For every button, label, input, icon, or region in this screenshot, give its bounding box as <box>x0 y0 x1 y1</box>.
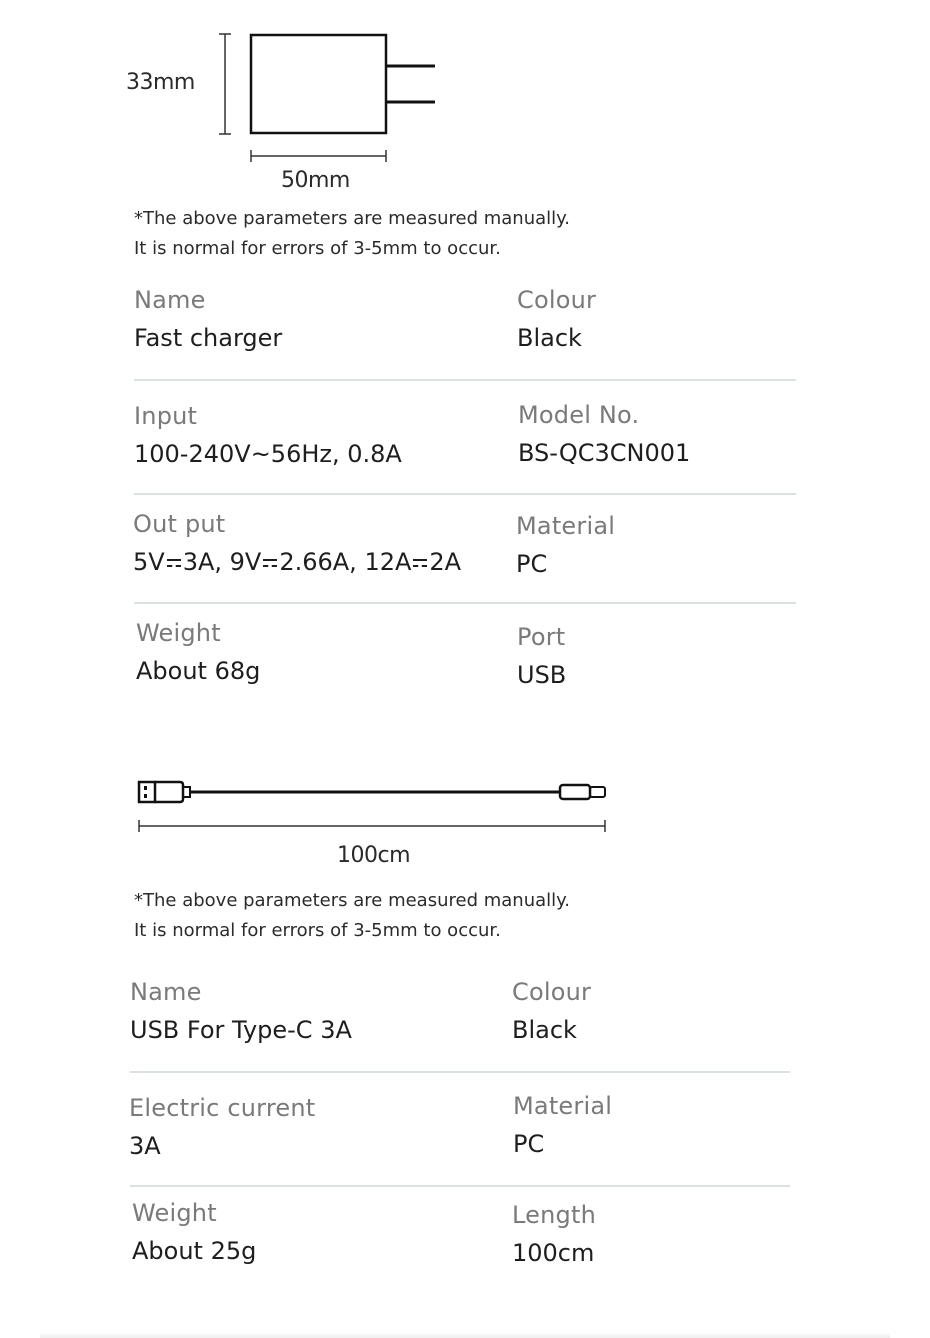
charger-note-line-1: *The above parameters are measured manually. <box>134 208 570 229</box>
spec-value: PC <box>513 1130 545 1158</box>
spec-charger-port <box>517 623 566 689</box>
output-part: 2.66A, 12A <box>279 548 412 576</box>
spec-label: Input <box>134 402 198 430</box>
charger-measure-note <box>134 204 570 264</box>
spec-cable-name <box>130 978 352 1044</box>
cable-length-label: 100cm <box>337 843 411 868</box>
dc-symbol-icon <box>413 557 427 569</box>
spec-value: About 25g <box>132 1237 257 1265</box>
charger-height-label: 33mm <box>126 70 195 95</box>
spec-charger-colour <box>517 286 596 352</box>
cable-measure-note <box>134 886 570 946</box>
spec-value: USB For Type-C 3A <box>130 1016 352 1044</box>
spec-value: 100-240V~56Hz, 0.8A <box>134 440 402 468</box>
divider <box>134 602 796 604</box>
spec-charger-model <box>518 401 690 467</box>
divider <box>134 493 796 495</box>
divider <box>134 379 796 381</box>
output-part: 5V <box>133 548 165 576</box>
spec-charger-input <box>134 402 402 468</box>
divider <box>130 1185 790 1187</box>
spec-label: Name <box>130 978 202 1006</box>
spec-cable-current <box>129 1094 315 1160</box>
spec-cable-colour <box>512 978 591 1044</box>
spec-value: 100cm <box>512 1239 595 1267</box>
spec-cable-length <box>512 1201 596 1267</box>
dc-symbol-icon <box>167 557 181 569</box>
spec-label: Colour <box>512 978 592 1006</box>
spec-label: Colour <box>517 286 597 314</box>
charger-width-label: 50mm <box>281 168 350 193</box>
spec-label: Material <box>513 1092 613 1120</box>
spec-charger-output <box>133 510 461 576</box>
charger-diagram <box>210 28 450 168</box>
spec-value: 3A <box>129 1132 161 1160</box>
spec-label: Length <box>512 1201 596 1229</box>
spec-value: Fast charger <box>134 324 283 352</box>
cable-diagram <box>130 772 620 838</box>
spec-label: Model No. <box>518 401 640 429</box>
spec-charger-weight <box>136 619 260 685</box>
usb-c-plug-icon <box>560 785 590 799</box>
spec-charger-material <box>516 512 615 578</box>
spec-value: PC <box>516 550 548 578</box>
divider <box>130 1071 790 1073</box>
spec-label: Weight <box>136 619 221 647</box>
usb-a-plug-icon <box>139 782 155 802</box>
spec-label: Material <box>516 512 616 540</box>
spec-label: Out put <box>133 510 226 538</box>
cable-note-line-1: *The above parameters are measured manually. <box>134 890 570 911</box>
spec-charger-name <box>134 286 282 352</box>
spec-label: Port <box>517 623 566 651</box>
spec-label: Electric current <box>129 1094 316 1122</box>
charger-note-line-2: It is normal for errors of 3-5mm to occur. <box>134 238 501 259</box>
output-part: 3A, 9V <box>182 548 262 576</box>
spec-cable-material <box>513 1092 612 1158</box>
spec-value: About 68g <box>136 657 261 685</box>
output-part: 2A <box>429 548 462 576</box>
dc-symbol-icon <box>263 557 277 569</box>
spec-value <box>133 548 461 576</box>
spec-value: USB <box>517 661 567 689</box>
spec-value: BS-QC3CN001 <box>518 439 691 467</box>
spec-value: Black <box>512 1016 577 1044</box>
spec-label: Weight <box>132 1199 217 1227</box>
spec-label: Name <box>134 286 206 314</box>
bottom-edge-shadow <box>40 1332 890 1338</box>
spec-value: Black <box>517 324 582 352</box>
spec-cable-weight <box>132 1199 256 1265</box>
cable-note-line-2: It is normal for errors of 3-5mm to occur. <box>134 920 501 941</box>
